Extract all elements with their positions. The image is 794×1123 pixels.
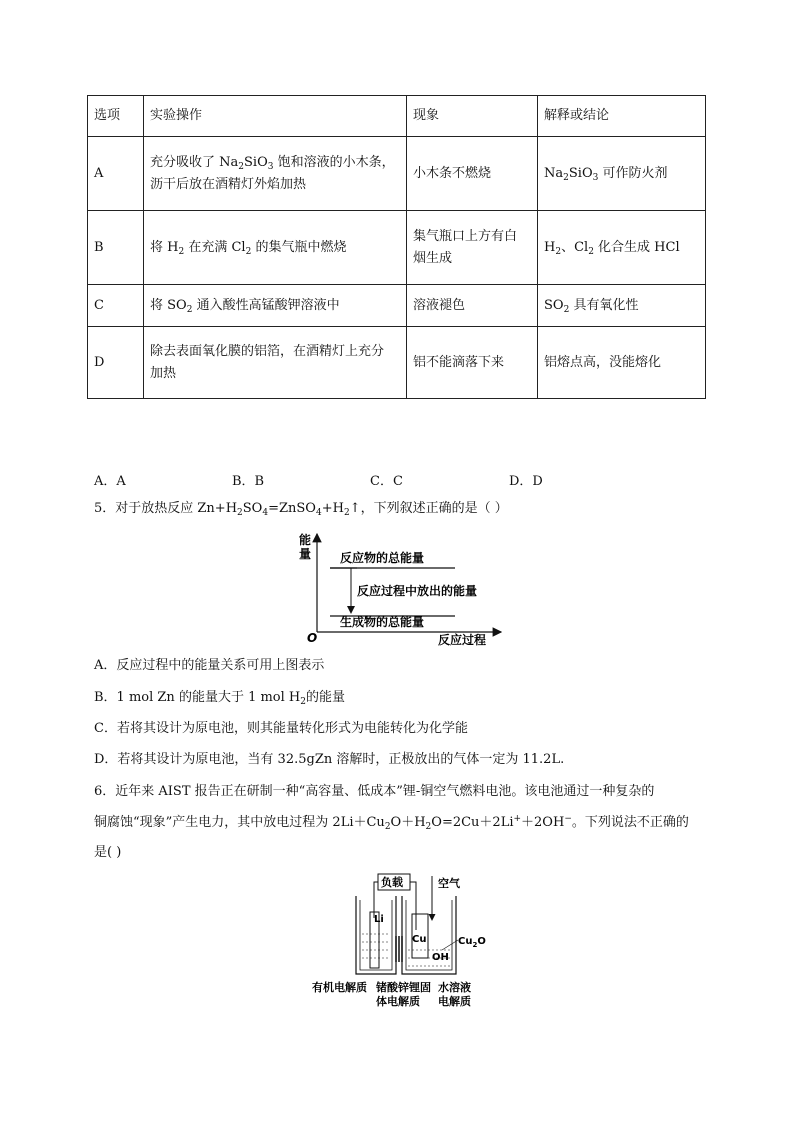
table-cell-conclusion: 铝熔点高，没能熔化 [538, 327, 706, 399]
solid-electrolyte [396, 936, 402, 962]
q6-stem-line2: 铜腐蚀“现象”产生电力，其中放电过程为 $2Li+Cu_2O+H_2O=2Cu+2Li^++2OH^-$。下列说法不正确的 [94, 814, 689, 832]
label-solid-electrolyte-2: 体电解质 [376, 995, 420, 1008]
q4-option-d: D．D [509, 474, 543, 489]
label-solid-electrolyte-1: 锗酸锌锂固 [376, 981, 431, 994]
table-cell-option: A [88, 137, 144, 211]
table-row [88, 211, 706, 285]
cu2o-label: $Cu_2O$ [458, 936, 486, 949]
table-header-cell: 实验操作 [144, 96, 407, 137]
table-cell-operation: 将 $H_2$ 在充满 $Cl_2$ 的集气瓶中燃烧 [144, 211, 407, 285]
label-aqueous-2: 电解质 [438, 995, 471, 1008]
x-label: 反应过程 [438, 633, 487, 646]
y-label-1: 能 [299, 533, 312, 547]
q4-option-a: A．A [94, 474, 126, 489]
product-label: 生成物的总能量 [340, 615, 425, 629]
q5-stem: 5．对于放热反应 $Zn+H_2SO_4=ZnSO_4+H_2↑$，下列叙述正确的是（ ） [94, 501, 508, 518]
table-header-cell: 选项 [88, 96, 144, 137]
label-organic-electrolyte: 有机电解质 [312, 981, 367, 994]
table-row [88, 137, 706, 211]
table-cell-option: C [88, 285, 144, 327]
table-header-cell: 解释或结论 [538, 96, 706, 137]
table-cell-operation: 充分吸收了 $Na_2SiO_3$ 饱和溶液的小木条， 沥干后放在酒精灯外焰加热 [144, 137, 407, 211]
question-table [87, 95, 706, 399]
table-header-row [88, 96, 706, 137]
table-row [88, 327, 706, 399]
left-vessel-inner [360, 900, 392, 970]
table-cell-phenomenon: 集气瓶口上方有白 烟生成 [407, 211, 538, 285]
air-label: 空气 [438, 877, 460, 890]
table-cell-conclusion: $H_2$、$Cl_2$ 化合生成 HCl [538, 211, 706, 285]
table-cell-phenomenon: 铝不能滴落下来 [407, 327, 538, 399]
q4-option-b: B．B [232, 474, 265, 489]
table-cell-conclusion: $Na_2SiO_3$ 可作防火剂 [538, 137, 706, 211]
wire-left [374, 882, 378, 918]
left-electrolyte [362, 934, 390, 958]
energy-diagram [295, 528, 505, 646]
table-cell-option: B [88, 211, 144, 285]
table-cell-phenomenon: 溶液褪色 [407, 285, 538, 327]
cu-label: Cu [412, 934, 427, 945]
li-label: Li [374, 914, 384, 925]
wire-right [410, 882, 416, 930]
q6-stem-line1: 6．近年来 AIST 报告正在研制一种“高容量、低成本”锂-铜空气燃料电池。该电池通过一种复杂的 [94, 784, 655, 799]
q5-option-c: C．若将其设计为原电池，则其能量转化形式为电能转化为化学能 [94, 721, 468, 736]
table-cell-option: D [88, 327, 144, 399]
table-cell-phenomenon: 小木条不燃烧 [407, 137, 538, 211]
table-cell-operation: 除去表面氧化膜的铝箔，在酒精灯上充分 加热 [144, 327, 407, 399]
origin-label: O [307, 631, 318, 645]
release-label: 反应过程中放出的能量 [357, 584, 478, 598]
y-label-2: 量 [299, 547, 312, 561]
q5-option-b: B．1 mol Zn 的能量大于 1 mol $H_2$的能量 [94, 690, 346, 707]
battery-diagram [308, 870, 498, 1010]
q5-option-d: D．若将其设计为原电池，当有 32.5gZn 溶解时，正极放出的气体一定为 11.2L. [94, 752, 565, 767]
table-header-cell: 现象 [407, 96, 538, 137]
table-cell-operation: 将 $SO_2$ 通入酸性高锰酸钾溶液中 [144, 285, 407, 327]
label-aqueous-1: 水溶液 [438, 981, 471, 994]
q5-option-a: A．反应过程中的能量关系可用上图表示 [94, 658, 325, 673]
q6-stem-line3: 是( ) [94, 845, 122, 860]
oh-label: OH [432, 952, 449, 963]
load-label: 负载 [381, 876, 403, 889]
reactant-label: 反应物的总能量 [340, 551, 425, 565]
table-cell-conclusion: $SO_2$ 具有氧化性 [538, 285, 706, 327]
q4-option-c: C．C [370, 474, 403, 489]
left-vessel [356, 896, 396, 974]
table-row [88, 285, 706, 327]
